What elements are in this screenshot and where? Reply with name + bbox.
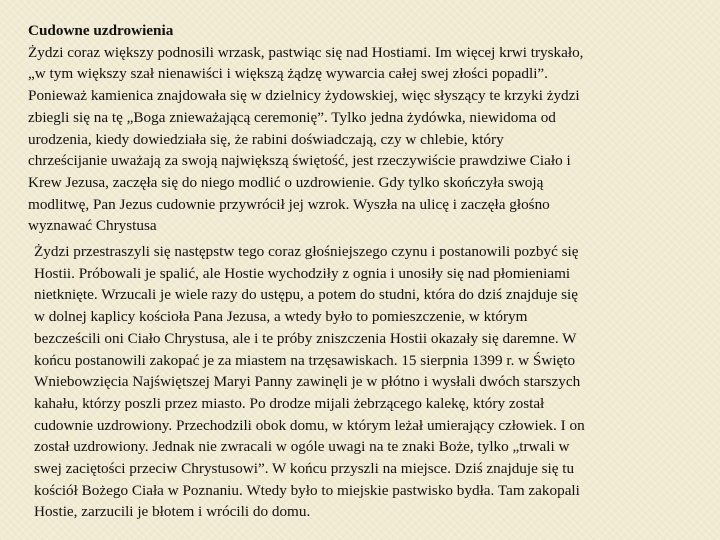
text-line: kahału, którzy poszli przez miasto. Po drodze mijali żebrzącego kalekę, który został <box>34 394 545 412</box>
text-line: Ponieważ kamienica znajdowała się w dzielnicy żydowskiej, więc słyszący te krzyki żydzi <box>28 87 580 105</box>
slide-title: Cudowne uzdrowienia <box>28 22 174 39</box>
text-line: został uzdrowiony. Jednak nie zwracali w ogóle uwagi na te znaki Boże, tylko „trwali w <box>34 438 570 456</box>
text-line: w dolnej kaplicy kościoła Pana Jezusa, a wtedy było to pomieszczenie, w którym <box>34 308 528 326</box>
paragraph-1 <box>28 42 583 237</box>
text-line: Hostii. Próbowali je spalić, ale Hostie wychodziły z ognia i unosiły się nad płomieniami <box>34 264 571 282</box>
text-line: kościół Bożego Ciała w Poznaniu. Wtedy było to miejskie pastwisko bydła. Tam zakopali <box>34 481 580 499</box>
text-line: Żydzi przestraszyli się następstw tego coraz głośniejszego czynu i postanowili pozbyć się <box>34 243 579 260</box>
text-line: „w tym większy szał nienawiści i większą żądzę wywarcia całej swej złości popadli”. <box>28 65 548 83</box>
text-line: swej zaciętości przeciw Chrystusowi”. W końcu przyszli na miejsce. Dziś znajduje się tu <box>34 460 575 478</box>
text-line: Hostie, zarzucili je błotem i wrócili do domu. <box>34 503 311 521</box>
text-line: bezcześcili oni Ciało Chrystusa, ale i te próby zniszczenia Hostii okazały się daremne. W <box>34 329 577 347</box>
text-line: cudownie uzdrowiony. Przechodzili obok domu, w którym leżał umierający człowiek. I on <box>34 416 585 434</box>
text-line: Krew Jezusa, zaczęła się do niego modlić o uzdrowienie. Gdy tylko skończyła swoją <box>28 173 544 191</box>
text-line: zbiegli się na tę „Boga znieważającą ceremonię”. Tylko jedna żydówka, niewidoma od <box>28 108 556 126</box>
text-line: Wniebowzięcia Najświętszej Maryi Panny zawinęli je w płótno i wysłali dwóch starszych <box>34 373 581 391</box>
text-line: Żydzi coraz większy podnosili wrzask, pastwiąc się nad Hostiami. Im więcej krwi tryskało, <box>28 43 584 61</box>
text-line: urodzenia, kiedy dowiedziała się, że rabini doświadczają, czy w chlebie, który <box>28 130 504 148</box>
text-line: chrześcijanie uważają za swoją największą świętość, jest rzeczywiście prawdziwe Ciało i <box>28 152 571 170</box>
text-line: końcu postanowili zakopać je za miastem na trzęsawiskach. 15 sierpnia 1399 r. w Święto <box>34 351 576 369</box>
text-line: wyznawać Chrystusa <box>28 217 157 235</box>
text-line: modlitwę, Pan Jezus cudownie przywrócił jej wzrok. Wyszła na ulicę i zaczęła głośno <box>28 195 550 213</box>
paragraph-2 <box>34 241 585 523</box>
text-line: nietknięte. Wrzucali je wiele razy do ustępu, a potem do studni, która do dziś znajduje się <box>34 286 579 304</box>
